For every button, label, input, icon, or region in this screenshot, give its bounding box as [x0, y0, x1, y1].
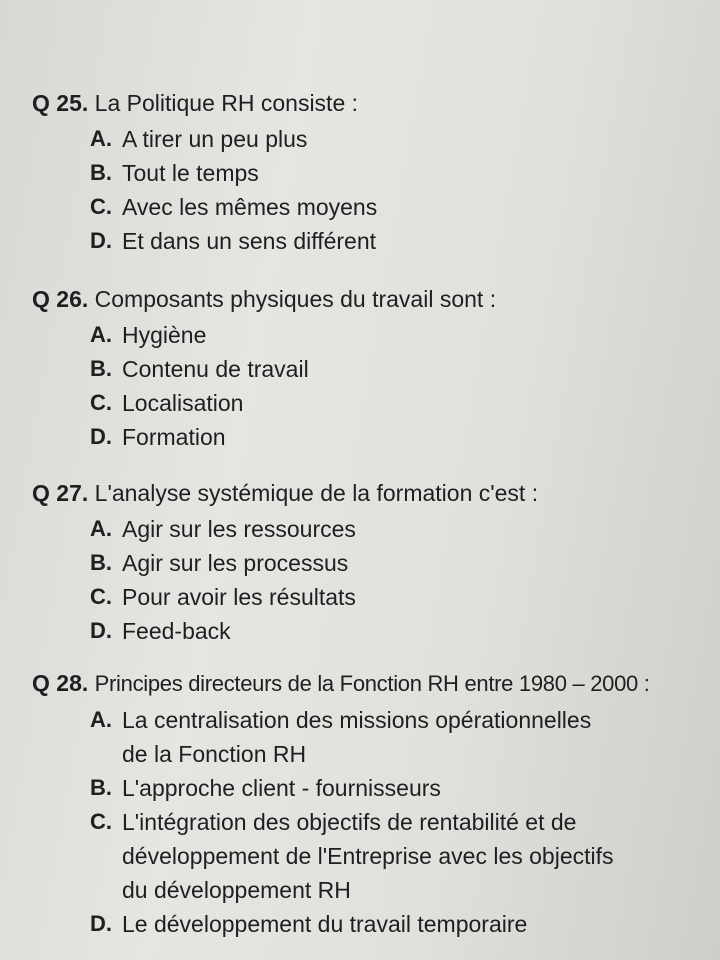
option-text: A tirer un peu plus — [122, 126, 308, 152]
option-text: Contenu de travail — [122, 356, 309, 382]
option-letter: D. — [90, 911, 112, 936]
option-letter: B. — [90, 160, 112, 185]
option-letter: A. — [90, 322, 112, 347]
answer-option-c — [32, 805, 642, 907]
option-letter: B. — [90, 550, 112, 575]
answer-option-c — [32, 386, 720, 420]
question-27 — [32, 478, 720, 648]
answer-option-d — [32, 907, 720, 941]
answer-options — [32, 122, 720, 258]
answer-option-d — [32, 420, 720, 454]
option-letter: C. — [90, 809, 112, 834]
option-letter: D. — [90, 228, 112, 253]
question-header — [32, 668, 720, 699]
option-letter: A. — [90, 126, 112, 151]
question-number: Q 27. — [32, 480, 89, 506]
option-text: L'intégration des objectifs de rentabilité et de développement de l'Entreprise avec les objectifs du développement RH — [122, 809, 614, 903]
option-text: Formation — [122, 424, 226, 450]
option-text: Hygiène — [122, 322, 207, 348]
option-letter: D. — [90, 618, 112, 643]
option-text: La centralisation des missions opérationnelles de la Fonction RH — [122, 707, 592, 767]
answer-options — [32, 512, 720, 648]
option-text: L'approche client - fournisseurs — [122, 775, 441, 801]
option-letter: C. — [90, 390, 112, 415]
answer-option-a — [32, 122, 720, 156]
option-letter: B. — [90, 356, 112, 381]
option-text: Agir sur les ressources — [122, 516, 356, 542]
question-text: La Politique RH consiste : — [94, 90, 359, 116]
option-letter: B. — [90, 775, 112, 800]
option-text: Localisation — [122, 390, 244, 416]
question-28 — [32, 668, 720, 941]
option-letter: A. — [90, 516, 112, 541]
answer-option-b — [32, 156, 720, 190]
question-header — [32, 88, 720, 118]
answer-option-b — [32, 771, 720, 805]
answer-options — [32, 318, 720, 454]
option-text: Agir sur les processus — [122, 550, 349, 576]
option-text: Tout le temps — [122, 160, 259, 186]
option-letter: A. — [90, 707, 112, 732]
answer-option-b — [32, 352, 720, 386]
option-text: Avec les mêmes moyens — [122, 194, 378, 220]
question-26 — [32, 284, 720, 454]
answer-option-b — [32, 546, 720, 580]
answer-option-c — [32, 580, 720, 614]
option-letter: D. — [90, 424, 112, 449]
answer-option-c — [32, 190, 720, 224]
answer-option-a — [32, 318, 720, 352]
answer-option-d — [32, 614, 720, 648]
question-number: Q 25. — [32, 90, 89, 116]
question-header — [32, 478, 720, 508]
question-number: Q 26. — [32, 286, 89, 312]
option-text: Pour avoir les résultats — [122, 584, 356, 610]
question-number: Q 28. — [32, 670, 89, 696]
option-letter: C. — [90, 584, 112, 609]
question-text: Composants physiques du travail sont : — [94, 286, 497, 312]
question-header — [32, 284, 720, 314]
option-text: Le développement du travail temporaire — [122, 911, 528, 937]
answer-option-a — [32, 703, 622, 771]
answer-option-d — [32, 224, 720, 258]
option-text: Feed-back — [122, 618, 231, 644]
answer-options — [32, 703, 720, 941]
option-text: Et dans un sens différent — [122, 228, 377, 254]
question-text: L'analyse systémique de la formation c'est : — [94, 480, 539, 506]
answer-option-a — [32, 512, 720, 546]
question-text: Principes directeurs de la Fonction RH entre 1980 – 2000 : — [94, 671, 650, 696]
question-25 — [32, 88, 720, 258]
option-letter: C. — [90, 194, 112, 219]
